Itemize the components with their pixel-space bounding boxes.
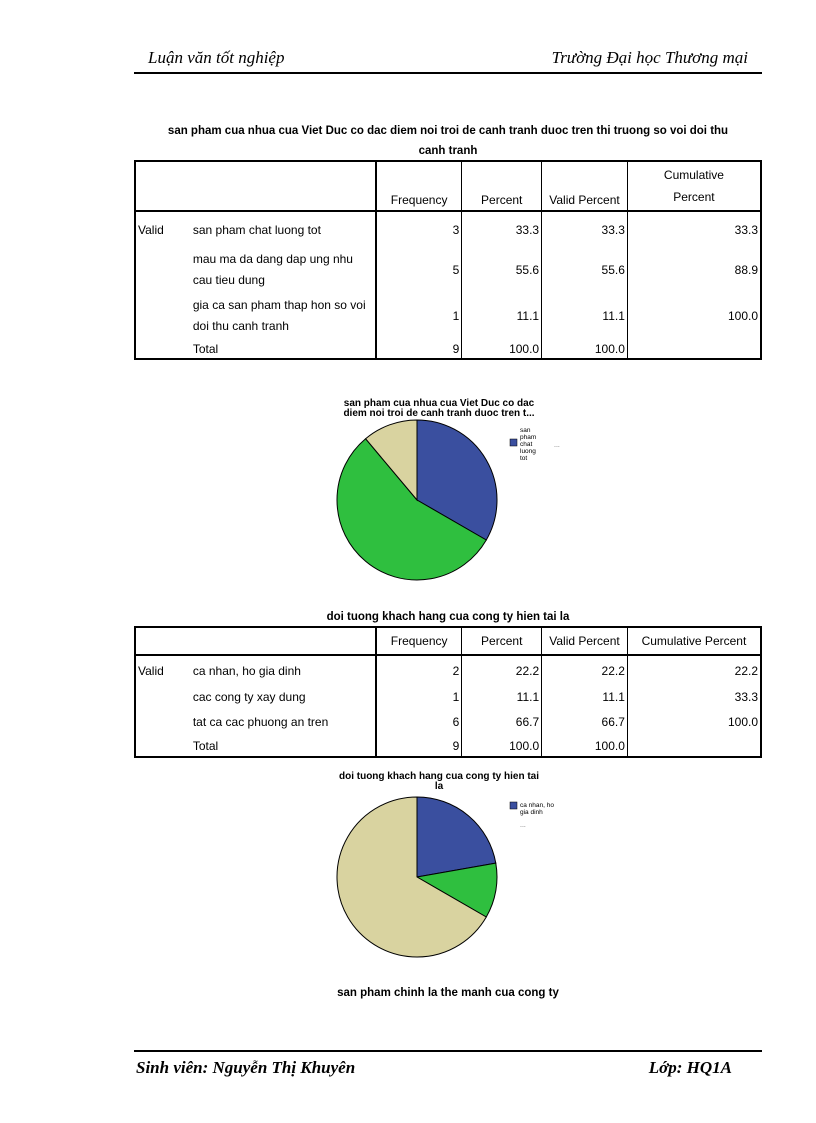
- chart-title-line1: san pham cua nhua cua Viet Duc co dac: [343, 398, 535, 409]
- legend-more: ...: [554, 442, 560, 449]
- legend-entry: [520, 427, 536, 462]
- cell-valid-percent: 55.6: [542, 247, 628, 293]
- total-percent: 100.0: [462, 339, 542, 359]
- col-cumulative: Cumulative Percent: [627, 627, 761, 655]
- col-frequency: Frequency: [376, 627, 462, 655]
- table-total-row: [135, 339, 761, 359]
- footer-left-text: Sinh viên: Nguyễn Thị Khuyên: [136, 1058, 356, 1077]
- table-total-row: [135, 735, 761, 757]
- table1-title-line2: canh tranh: [418, 145, 478, 157]
- chart-title-line2: la: [434, 781, 444, 792]
- cell-percent: 55.6: [462, 247, 542, 293]
- legend-swatch: [510, 439, 517, 446]
- page-header: [134, 46, 762, 74]
- row-label-line1: mau ma da dang dap ung nhu: [192, 252, 353, 266]
- table-row: [135, 685, 761, 709]
- legend-label-line: san: [520, 427, 531, 434]
- total-percent: 100.0: [462, 735, 542, 757]
- col-percent: Percent: [462, 627, 542, 655]
- row-label: [191, 247, 376, 293]
- legend-label-line: luong: [520, 448, 536, 455]
- total-label: Total: [191, 339, 376, 359]
- table1-title-line1: san pham cua nhua cua Viet Duc co dac diem noi troi de canh tranh duoc tren thi truong so voi doi thu: [167, 125, 729, 137]
- legend-more: ...: [520, 822, 526, 829]
- legend-swatch: [510, 802, 517, 809]
- total-frequency: 9: [376, 339, 462, 359]
- frequency-table-2: [134, 626, 762, 758]
- cell-cumulative: 100.0: [727, 309, 758, 323]
- row-label: san pham chat luong tot: [191, 211, 376, 247]
- table-row: [135, 247, 761, 293]
- table-header-row: [135, 161, 761, 211]
- footer-right-text: Lớp: HQ1A: [648, 1058, 732, 1077]
- cell-valid-percent: 33.3: [542, 211, 628, 247]
- cell-frequency: 3: [376, 211, 462, 247]
- cell-frequency: 1: [376, 685, 462, 709]
- frequency-table-1: [134, 160, 762, 360]
- cell-cumulative: 22.2: [734, 663, 758, 678]
- table-row: [135, 293, 761, 339]
- cell-percent: 33.3: [462, 211, 542, 247]
- header-right-text: Trường Đại học Thương mại: [551, 48, 748, 67]
- table-row: [135, 709, 761, 735]
- cell-frequency: 1: [376, 293, 462, 339]
- col-valid-percent: Valid Percent: [542, 161, 628, 211]
- table1-title: [134, 121, 762, 161]
- cell-cumulative: 33.3: [734, 690, 758, 704]
- row-group-label: Valid: [138, 663, 164, 678]
- row-label: [191, 293, 376, 339]
- cell-valid-percent: 22.2: [542, 655, 628, 685]
- legend-label-line: gia dinh: [520, 809, 543, 816]
- col-frequency: Frequency: [376, 161, 462, 211]
- total-frequency: 9: [376, 735, 462, 757]
- page-footer: [134, 1050, 762, 1082]
- pie-chart-1: [316, 392, 576, 588]
- chart-title-line2: diem noi troi de canh tranh duoc tren t...: [343, 408, 535, 419]
- col-percent: Percent: [462, 161, 542, 211]
- cell-percent: 11.1: [462, 293, 542, 339]
- col-cumulative-line2: Percent: [673, 190, 715, 204]
- table-row: [135, 655, 761, 685]
- legend-entry: [520, 802, 554, 816]
- table2-title: doi tuong khach hang cua cong ty hien tai la: [326, 611, 570, 623]
- cell-valid-percent: 66.7: [542, 709, 628, 735]
- table-row: [135, 211, 761, 247]
- cell-percent: 22.2: [462, 655, 542, 685]
- pie-slices: [337, 797, 497, 957]
- cell-percent: 11.1: [462, 685, 542, 709]
- col-cumulative: [627, 161, 761, 211]
- cell-cumulative: 33.3: [734, 222, 758, 237]
- total-label: Total: [191, 735, 376, 757]
- legend-label-line: pham: [520, 434, 537, 441]
- cell-cumulative: 100.0: [727, 715, 758, 729]
- col-valid-percent: Valid Percent: [542, 627, 628, 655]
- pie-slices: [337, 420, 497, 580]
- cell-frequency: 5: [376, 247, 462, 293]
- row-label-line1: gia ca san pham thap hon so voi: [192, 298, 366, 312]
- cell-cumulative: 88.9: [734, 263, 758, 277]
- row-label: tat ca cac phuong an tren: [191, 709, 376, 735]
- next-table-title: san pham chinh la the manh cua cong ty: [337, 987, 559, 999]
- legend-label-line: chat: [520, 441, 533, 448]
- total-valid-percent: 100.0: [542, 339, 628, 359]
- cell-valid-percent: 11.1: [542, 685, 628, 709]
- legend-label-line: ca nhan, ho: [520, 802, 554, 809]
- cell-percent: 66.7: [462, 709, 542, 735]
- cell-valid-percent: 11.1: [542, 293, 628, 339]
- cell-frequency: 2: [376, 655, 462, 685]
- chart-title-line1: doi tuong khach hang cua cong ty hien tai: [338, 771, 540, 782]
- row-label: cac cong ty xay dung: [191, 685, 376, 709]
- row-label: ca nhan, ho gia dinh: [191, 655, 376, 685]
- pie-chart-2: [316, 767, 576, 967]
- col-cumulative-line1: Cumulative: [663, 168, 724, 182]
- table-header-row: [135, 627, 761, 655]
- legend-label-line: tot: [520, 455, 528, 462]
- row-label-line2: cau tieu dung: [192, 273, 265, 287]
- header-left-text: Luận văn tốt nghiệp: [148, 48, 285, 67]
- cell-frequency: 6: [376, 709, 462, 735]
- row-label-line2: doi thu canh tranh: [192, 319, 289, 333]
- total-valid-percent: 100.0: [542, 735, 628, 757]
- row-group-label: Valid: [138, 222, 164, 237]
